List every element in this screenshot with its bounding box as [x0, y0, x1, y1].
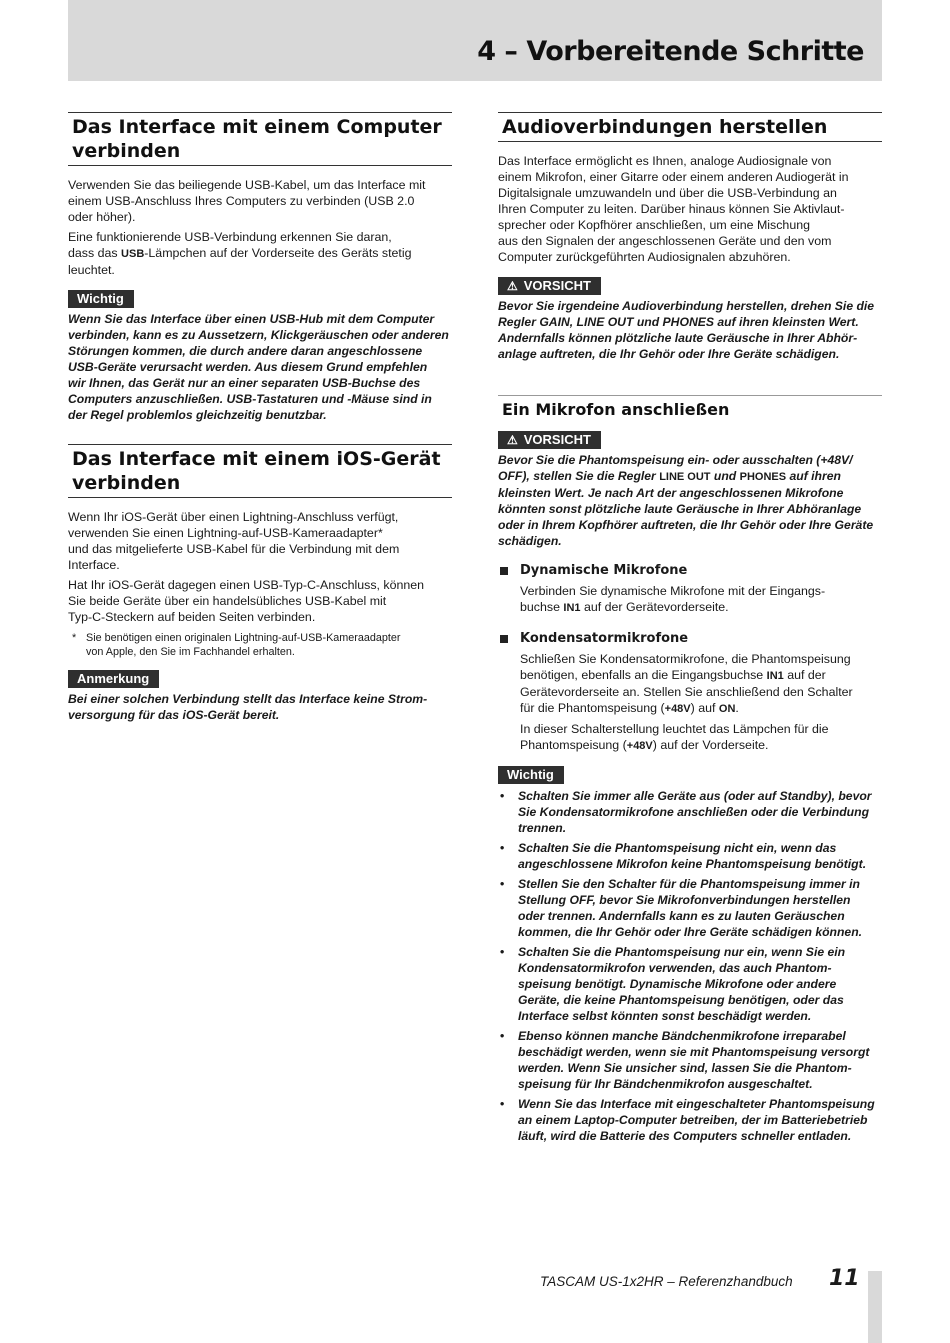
- footer-manual-title: TASCAM US-1x2HR – Referenzhandbuch: [540, 1274, 793, 1289]
- title-line: verbinden: [72, 472, 181, 494]
- footnote-mark: *: [72, 632, 77, 644]
- paragraph: Eine funktionierende USB-Verbindung erkennen Sie daran, dass das USB-Lämpchen auf der Vorderseite des Geräts stetig leuchtet.: [68, 230, 412, 277]
- remark-note: Bei einer solchen Verbindung stellt das Interface keine Strom- versorgung für das iOS-Gerät bereit.: [68, 692, 428, 722]
- condenser-mic-heading: Kondensatormikrofone: [498, 630, 882, 648]
- wichtig-tag: Wichtig: [68, 290, 134, 308]
- chapter-title: 4 – Vorbereitende Schritte: [477, 36, 864, 67]
- section-title-audio: Audioverbindungen herstellen: [498, 112, 882, 142]
- section-title-computer: [68, 112, 452, 166]
- right-column: [498, 112, 882, 1148]
- left-column: [68, 112, 452, 723]
- caution-note: Bevor Sie die Phantomspeisung ein- oder ausschalten (+48V/ OFF), stellen Sie die Regler LINE OUT und PHONES auf ihren kleinsten Wert. Je nach Art der angeschlossenen Mikrofone könnten sonst plötzliche laute Geräusche in Ihrer Abhöranlage oder in Ihrem Kopfhörer auftreten, die Ihr Gehör oder Ihre Geräte schädigen.: [498, 453, 874, 548]
- paragraph: In dieser Schalterstellung leuchtet das Lämpchen für die Phantomspeisung (+48V) auf der Vorderseite.: [520, 722, 829, 752]
- square-bullet-icon: [500, 567, 508, 575]
- page-edge-tab: [868, 1271, 882, 1343]
- page-header: [68, 0, 882, 81]
- vorsicht-tag: ⚠ VORSICHT: [498, 277, 601, 295]
- wichtig-tag: Wichtig: [498, 766, 564, 784]
- dynamic-mic-heading: Dynamische Mikrofone: [498, 562, 882, 580]
- title-line: verbinden: [72, 140, 181, 162]
- footnote: * Sie benötigen einen originalen Lightning-auf-USB-Kameraadapter von Apple, den Sie im Fachhandel erhalten.: [72, 632, 401, 658]
- important-list: [498, 788, 882, 1144]
- list-item: • Stellen Sie den Schalter für die Phantomspeisung immer in Stellung OFF, bevor Sie Mikrofonverbindungen herstellen oder trennen. Andernfalls kann es zu lauten Geräuschen kommen, die Ihr Gehör oder Ihre Geräte schädigen können.: [500, 877, 863, 939]
- list-item: • Wenn Sie das Interface mit eingeschalteter Phantomspeisung an einem Laptop-Computer betreiben, der im Batteriebetrieb läuft, wird die Batterie des Computers schneller entladen.: [500, 1097, 875, 1143]
- square-bullet-icon: [500, 635, 508, 643]
- paragraph: Hat Ihr iOS-Gerät dagegen einen USB-Typ-C-Anschluss, können Sie beide Geräte über ein handelsübliches USB-Kabel mit Typ-C-Steckern auf beiden Seiten verbinden.: [68, 578, 425, 624]
- paragraph: Verbinden Sie dynamische Mikrofone mit der Eingangs- buchse IN1 auf der Gerätevorderseite.: [520, 584, 826, 614]
- paragraph: Das Interface ermöglicht es Ihnen, analoge Audiosignale von einem Mikrofon, einer Gitarre oder einem anderen Audiogerät in Digitalsignale umzuwandeln und über die USB-Verbindung an Ihren Computer zu leiten. Darüber hinaus können Sie Aktivlaut- sprecher oder Kopfhörer anschließen, um eine Mischung aus den Signalen der angeschlossenen Geräte und den vom Computer zurückgeführten Audiosignalen abzuhören.: [498, 154, 849, 264]
- caution-note: Bevor Sie irgendeine Audioverbindung herstellen, drehen Sie die Regler GAIN, LINE OUT und PHONES auf ihren kleinsten Wert. Andernfalls können plötzliche laute Geräusche in Ihrer Abhör- anlage auftreten, die Ihr Gehör oder Ihre Geräte schädigen.: [498, 299, 875, 361]
- title-line: Das Interface mit einem iOS-Gerät: [72, 448, 441, 470]
- paragraph: Schließen Sie Kondensatormikrofone, die Phantomspeisung benötigen, ebenfalls an die Eingangsbuchse IN1 auf der Gerätevorderseite an. Stellen Sie anschließend den Schalter für die Phantomspeisung (+48V) auf ON.: [520, 652, 853, 715]
- anmerkung-tag: Anmerkung: [68, 670, 159, 688]
- paragraph: Wenn Ihr iOS-Gerät über einen Lightning-Anschluss verfügt, verwenden Sie einen Lightning-auf-USB-Kameraadapter* und das mitgelieferte USB-Kabel für die Verbindung mit dem Interface.: [68, 510, 400, 572]
- page-number: 11: [829, 1266, 860, 1291]
- warning-icon: ⚠: [507, 279, 518, 293]
- list-item: • Schalten Sie die Phantomspeisung nur ein, wenn Sie ein Kondensatormikrofon verwenden, das auch Phantom- speisung benötigt. Dynamische Mikrofone oder andere Geräte, die keine Phantomspeisung benötigen, oder das Interface selbst könnten sonst beschädigt werden.: [500, 945, 846, 1023]
- list-item: • Schalten Sie die Phantomspeisung nicht ein, wenn das angeschlossene Mikrofon keine Phantomspeisung benötigt.: [500, 841, 867, 871]
- title-line: Das Interface mit einem Computer: [72, 116, 442, 138]
- important-note: Wenn Sie das Interface über einen USB-Hub mit dem Computer verbinden, kann es zu Aussetzern, Klickgeräuschen oder anderen Störungen kommen, die durch andere daran angeschlossene USB-Geräte verursacht werden. Aus diesem Grund empfehlen wir Ihnen, das Gerät nur an einer separaten USB-Buchse des Computers anzuschließen. USB-Tastaturen und -Mäuse sind in der Regel problemlos gleichzeitig benutzbar.: [68, 312, 449, 422]
- section-title-microphone: Ein Mikrofon anschließen: [498, 395, 882, 422]
- section-title-ios: [68, 444, 452, 498]
- list-item: • Schalten Sie immer alle Geräte aus (oder auf Standby), bevor Sie Kondensatormikrofone anschließen oder die Verbindung trennen.: [500, 789, 872, 835]
- paragraph: Verwenden Sie das beiliegende USB-Kabel, um das Interface mit einem USB-Anschluss Ihres Computers zu verbinden (USB 2.0 oder höher).: [68, 178, 426, 224]
- warning-icon: ⚠: [507, 433, 518, 447]
- vorsicht-tag: ⚠ VORSICHT: [498, 431, 601, 449]
- list-item: • Ebenso können manche Bändchenmikrofone irreparabel beschädigt werden, wenn sie mit Phantomspeisung versorgt werden. Wenn Sie unsicher sind, lassen Sie die Phantom- speisung für Ihr Bändchenmikrofon ausgeschaltet.: [500, 1029, 870, 1091]
